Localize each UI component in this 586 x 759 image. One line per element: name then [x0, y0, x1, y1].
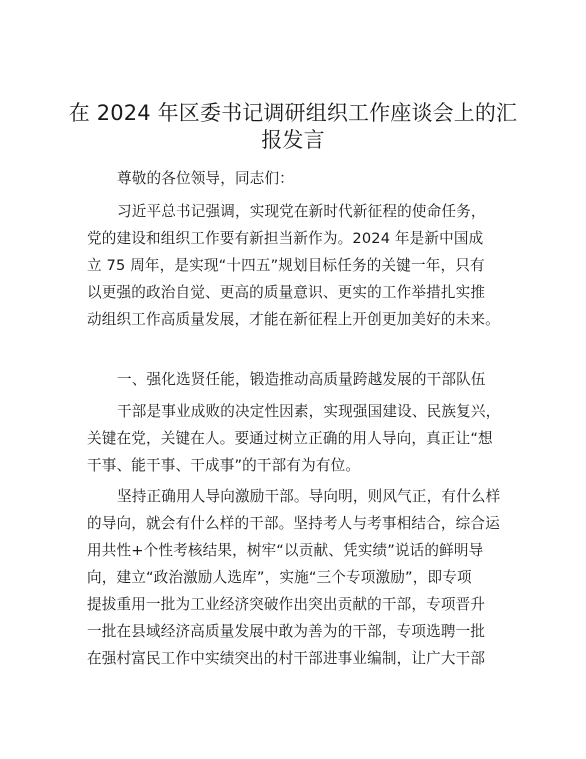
paragraph-3	[87, 483, 507, 672]
document-title	[60, 100, 526, 154]
paragraph-3-line: 一批在县域经济高质量发展中敢为善为的干部，专项选聘一批	[87, 623, 486, 640]
greeting	[87, 165, 537, 192]
paragraph-3-line: 提拔重用一批为工业经济突破作出突出贡献的干部，专项晋升	[87, 596, 486, 613]
paragraph-2-line: 关键在党，关键在人。要通过树立正确的用人导向，真正让“想	[87, 430, 493, 447]
paragraph-3-line: 向，建立“政治激励人选库”，实施“三个专项激励”，即专项	[87, 569, 472, 586]
paragraph-2	[87, 398, 507, 479]
title-line-1: 在 2024 年区委书记调研组织工作座谈会上的汇	[68, 101, 518, 125]
paragraph-1-line: 习近平总书记强调，实现党在新时代新征程的使命任务，	[117, 203, 486, 220]
section-heading-1	[87, 366, 537, 393]
paragraph-1-line: 立 75 周年，是实现“十四五”规划目标任务的关键一年，只有	[87, 257, 485, 274]
paragraph-3-line: 用共性+个性考核结果，树牢“以贡献、凭实绩”说话的鲜明导	[87, 542, 484, 559]
paragraph-1	[87, 198, 507, 333]
paragraph-2-line: 干部是事业成败的决定性因素，实现强国建设、民族复兴，	[117, 403, 501, 420]
paragraph-1-line: 动组织工作高质量发展，才能在新征程上开创更加美好的未来。	[87, 311, 500, 328]
greeting-text: 尊敬的各位领导，同志们：	[117, 170, 294, 187]
paragraph-3-line: 在强村富民工作中实绩突出的村干部进事业编制，让广大干部	[87, 650, 486, 667]
section-heading-1-text: 一、强化选贤任能，锻造推动高质量跨越发展的干部队伍	[117, 371, 486, 388]
paragraph-1-line: 党的建设和组织工作要有新担当新作为。2024 年是新中国成	[87, 230, 484, 247]
paragraph-3-line: 坚持正确用人导向激励干部。导向明，则风气正，有什么样	[117, 488, 501, 505]
paragraph-3-line: 的导向，就会有什么样的干部。坚持考人与考事相结合，综合运	[87, 515, 500, 532]
paragraph-2-line: 干事、能干事、干成事”的干部有为有位。	[87, 457, 361, 474]
paragraph-1-line: 以更强的政治自觉、更高的质量意识、更实的工作举措扎实推	[87, 284, 486, 301]
title-line-2: 报发言	[261, 128, 325, 152]
